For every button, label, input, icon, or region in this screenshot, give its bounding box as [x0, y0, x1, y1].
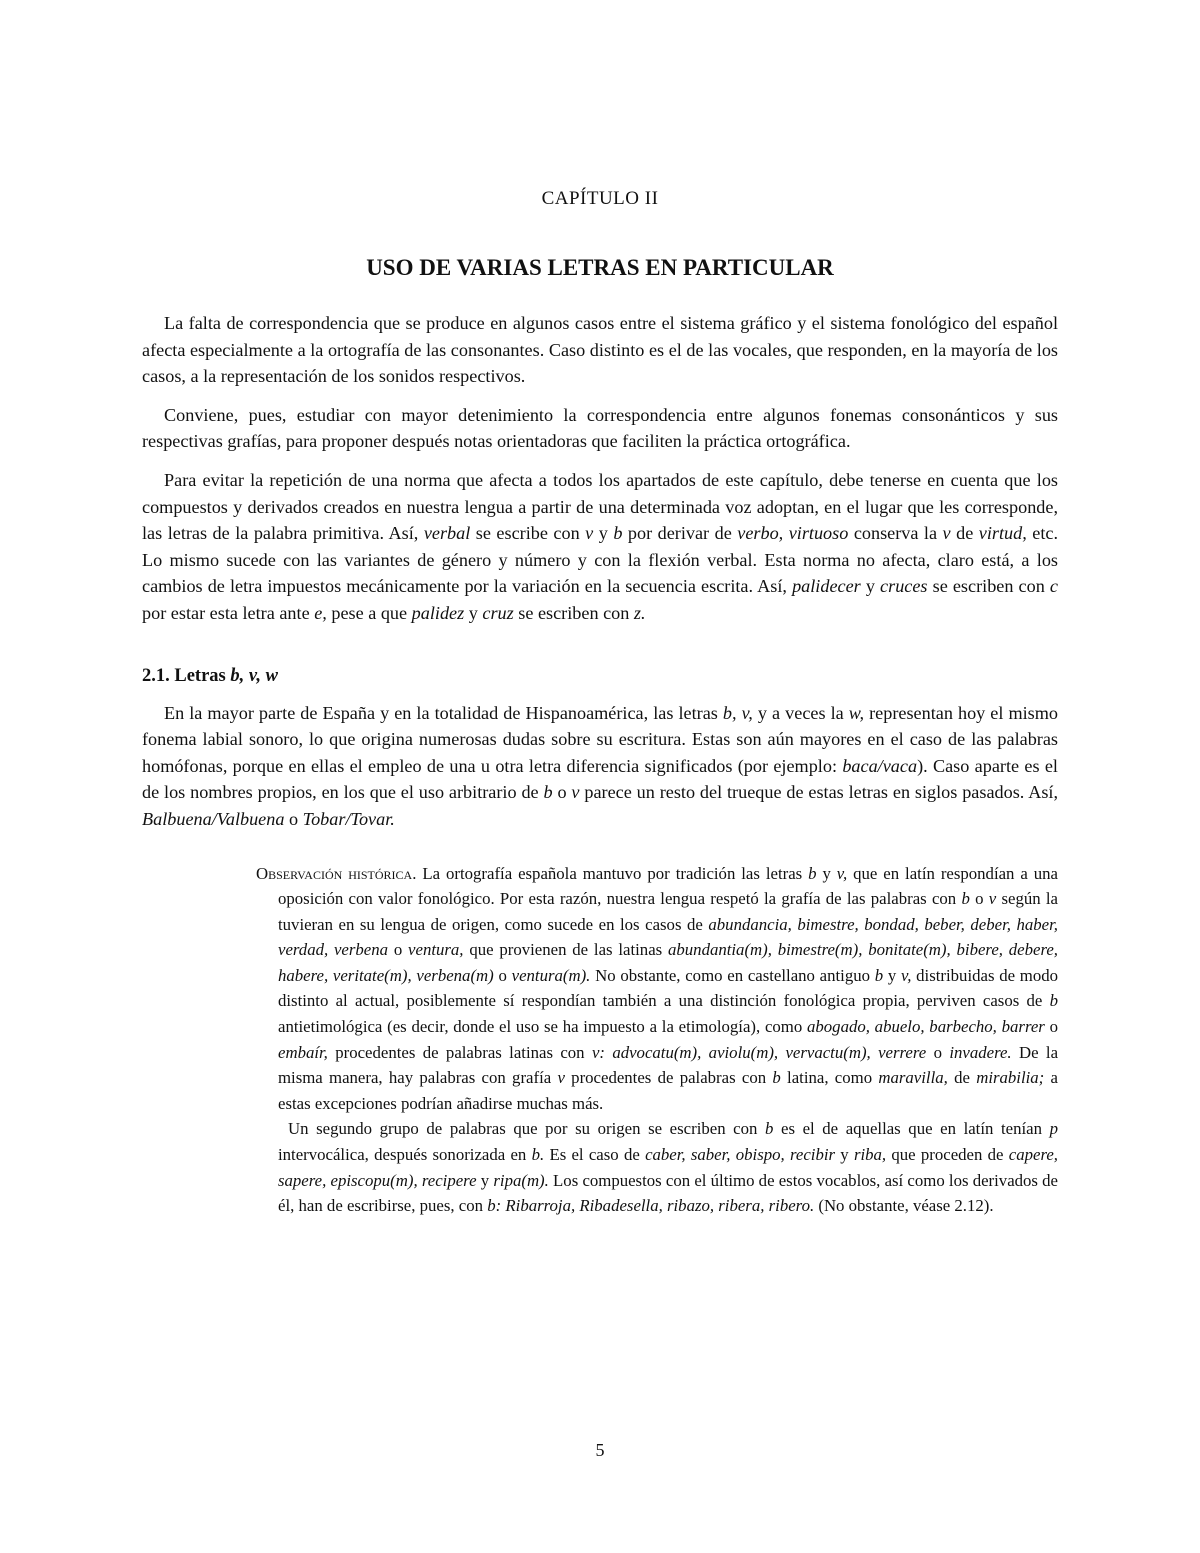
text-run: o	[926, 1042, 950, 1062]
section-number: 2.1. Letras	[142, 665, 231, 686]
italic-term: baca/vaca	[842, 755, 918, 776]
text-run: antietimológica (es decir, donde el uso se ha impuesto a la etimología), como	[278, 1017, 807, 1037]
text-run: de	[950, 523, 979, 544]
text-run: o	[552, 782, 572, 803]
text-run: distribuidas de modo distinto al actual, posiblemente sí respondían también a una distinción fonológica propia, perviven casos de	[278, 965, 1059, 1011]
italic-term: embaír,	[278, 1042, 328, 1062]
section-letters: b, v, w	[230, 665, 278, 686]
italic-term: v	[571, 782, 580, 803]
text-run: y	[883, 965, 902, 985]
text-run: ). Caso aparte es el de los nombres propios, en los que el uso arbitrario de	[142, 755, 1058, 803]
text-run: (No obstante, véase 2.12).	[814, 1196, 994, 1216]
text-run: y	[464, 602, 483, 623]
italic-term: b	[961, 889, 970, 909]
italic-term: b	[772, 1068, 781, 1088]
text-run: y	[860, 576, 881, 597]
paragraph-2: Conviene, pues, estudiar con mayor detenimiento la correspondencia entre algunos fonemas consonánticos y sus respectivas grafías, para proponer después notas orientadoras que faciliten la práctica ortográfica.	[142, 404, 1058, 452]
text-run: se escribe con	[470, 523, 586, 544]
text-run: De la misma manera, hay palabras con grafía	[278, 1042, 1059, 1088]
text-run: En la mayor parte de España y en la totalidad de Hispanoamérica, las letras	[164, 702, 723, 723]
italic-term: v	[988, 889, 997, 909]
italic-term: b	[543, 782, 553, 803]
text-run: y	[816, 863, 837, 883]
text-run: a estas excepciones podrían añadirse muchas más.	[278, 1068, 1058, 1113]
text-run: La ortografía española mantuvo por tradición las letras	[416, 863, 809, 883]
italic-term: Tobar/Tovar.	[302, 808, 395, 829]
text-run: intervocálica, después sonorizada en	[278, 1145, 532, 1165]
text-run: o	[1044, 1017, 1058, 1037]
text-run: o	[969, 889, 989, 909]
italic-term: v: advocatu(m), aviolu(m), vervactu(m), verrere	[591, 1042, 927, 1062]
text-run: por derivar de	[622, 523, 738, 544]
text-run: de	[947, 1068, 977, 1088]
note-label: Observación histórica.	[256, 863, 417, 883]
italic-term: v	[585, 523, 594, 544]
italic-term: v,	[836, 863, 848, 883]
italic-term: w,	[848, 702, 865, 723]
italic-term: abundantia(m), bimestre(m), bonitate(m), bibere, debere, habere, veritate(m), verbena(m)	[278, 940, 1058, 985]
text-run: y	[593, 523, 614, 544]
text-run: Los compuestos con el último de estos vocablos, así como los derivados de él, han de escribirse, pues, con	[278, 1170, 1059, 1216]
text-run: Para evitar la repetición de una norma que afecta a todos los apartados de este capítulo, debe tenerse en cuenta que los compuestos y derivados creados en nuestra lengua a partir de una determinada voz adoptan, en el lugar que les corresponde, las letras de la palabra primitiva. Así,	[142, 469, 1058, 544]
italic-term: capere, sapere, episcopu(m), recipere	[278, 1145, 1058, 1190]
italic-term: virtud,	[978, 523, 1027, 544]
text-run: procedentes de palabras con	[564, 1068, 773, 1088]
text-run: conserva la	[848, 523, 943, 544]
italic-term: ripa(m).	[493, 1170, 549, 1190]
italic-term: Balbuena/Valbuena	[142, 808, 285, 829]
text-run: que provienen de las latinas	[463, 940, 668, 960]
italic-term: e,	[314, 602, 327, 623]
text-run: y a veces la	[752, 702, 849, 723]
text-run: y	[835, 1145, 854, 1165]
italic-term: verbal	[423, 523, 471, 544]
text-run: pese a que	[326, 602, 412, 623]
text-run: Un segundo grupo de palabras que por su origen se escriben con	[288, 1119, 766, 1139]
text-run: latina, como	[780, 1068, 879, 1088]
text-run: Es el caso de	[544, 1145, 646, 1165]
text-run: según la tuvieran en su lengua de origen, como sucede en los casos de	[278, 889, 1059, 934]
italic-term: b, v,	[722, 702, 753, 723]
paragraph-1: La falta de correspondencia que se produce en algunos casos entre el sistema gráfico y el sistema fonológico del español afecta especialmente a la ortografía de las consonantes. Caso distinto es el de las vocales, que responden, en la mayoría de los casos, a la representación de los sonidos respectivos.	[142, 313, 1058, 387]
text-run: o	[284, 808, 303, 829]
italic-term: v	[557, 1068, 565, 1088]
section-heading-2-1	[142, 664, 1058, 688]
historical-note-paragraph-1	[256, 861, 1058, 1117]
italic-term: palidecer	[792, 576, 861, 597]
italic-term: verbo, virtuoso	[737, 523, 849, 544]
italic-term: b	[613, 523, 623, 544]
text-run: etc. Lo mismo sucede con las variantes de género y número y con la flexión verbal. Esta norma no afecta, claro está, a los cambios de letra impuestos mecánicamente por la variación en la secuencia escrita. Así,	[142, 523, 1058, 597]
chapter-title: USO DE VARIAS LETRAS EN PARTICULAR	[366, 255, 834, 280]
italic-term: b	[765, 1119, 774, 1139]
italic-term: p	[1049, 1119, 1058, 1139]
italic-term: c	[1049, 576, 1058, 597]
italic-term: mirabilia;	[976, 1068, 1045, 1088]
historical-note	[256, 861, 1058, 1219]
text-run: que proceden de	[886, 1145, 1009, 1165]
text-run: representan hoy el mismo fonema labial sonoro, lo que origina numerosas dudas sobre su escritura. Estas son aún mayores en el caso de las palabras homófonas, porque en ellas el empleo de una u otra letra diferencia significados (por ejemplo:	[142, 702, 1058, 776]
text-run: o	[388, 940, 409, 960]
italic-term: v	[942, 523, 951, 544]
italic-term: riba,	[853, 1145, 887, 1165]
text-run: procedentes de palabras latinas con	[327, 1042, 592, 1062]
text-run: se escriben con	[513, 602, 634, 623]
text-run: y	[476, 1170, 494, 1190]
italic-term: ventura,	[408, 940, 464, 960]
text-run: parece un resto del trueque de estas letras en siglos pasados. Así,	[579, 782, 1059, 803]
italic-term: b	[1049, 991, 1058, 1011]
italic-term: invadere.	[949, 1042, 1012, 1062]
italic-term: palidez	[411, 602, 465, 623]
italic-term: b	[874, 965, 884, 985]
text-run: que en latín respondían a una oposición con valor fonológico. Por esta razón, nuestra lengua respetó la grafía de las palabras con	[278, 863, 1058, 909]
italic-term: b: Ribarroja, Ribadesella, ribazo, ribera, ribero.	[487, 1196, 815, 1216]
historical-note-paragraph-2	[256, 1116, 1058, 1218]
italic-term: v,	[901, 965, 912, 985]
italic-term: maravilla,	[878, 1068, 948, 1088]
body-content	[142, 310, 1058, 1219]
italic-term: caber, saber, obispo, recibir	[645, 1145, 836, 1165]
italic-term: b.	[531, 1145, 545, 1165]
italic-term: abundancia, bimestre, bondad, beber, deber, haber, verdad, verbena	[278, 914, 1058, 960]
paragraph-3	[142, 467, 1058, 627]
text-run: se escriben con	[927, 576, 1050, 597]
chapter-label: CAPÍTULO II	[541, 188, 659, 209]
italic-term: z.	[633, 602, 646, 623]
italic-term: cruces	[880, 576, 928, 597]
page-number: 5	[595, 1440, 605, 1460]
italic-term: b	[808, 863, 817, 883]
italic-term: cruz	[482, 602, 514, 623]
text-run: o	[493, 965, 512, 985]
text-run: es el de aquellas que en latín tenían	[773, 1119, 1050, 1139]
text-run: No obstante, como en castellano antiguo	[590, 965, 875, 985]
paragraph-4	[142, 700, 1058, 833]
italic-term: abogado, abuelo, barbecho, barrer	[807, 1017, 1045, 1037]
italic-term: ventura(m).	[511, 965, 591, 985]
text-run: por estar esta letra ante	[142, 602, 315, 623]
